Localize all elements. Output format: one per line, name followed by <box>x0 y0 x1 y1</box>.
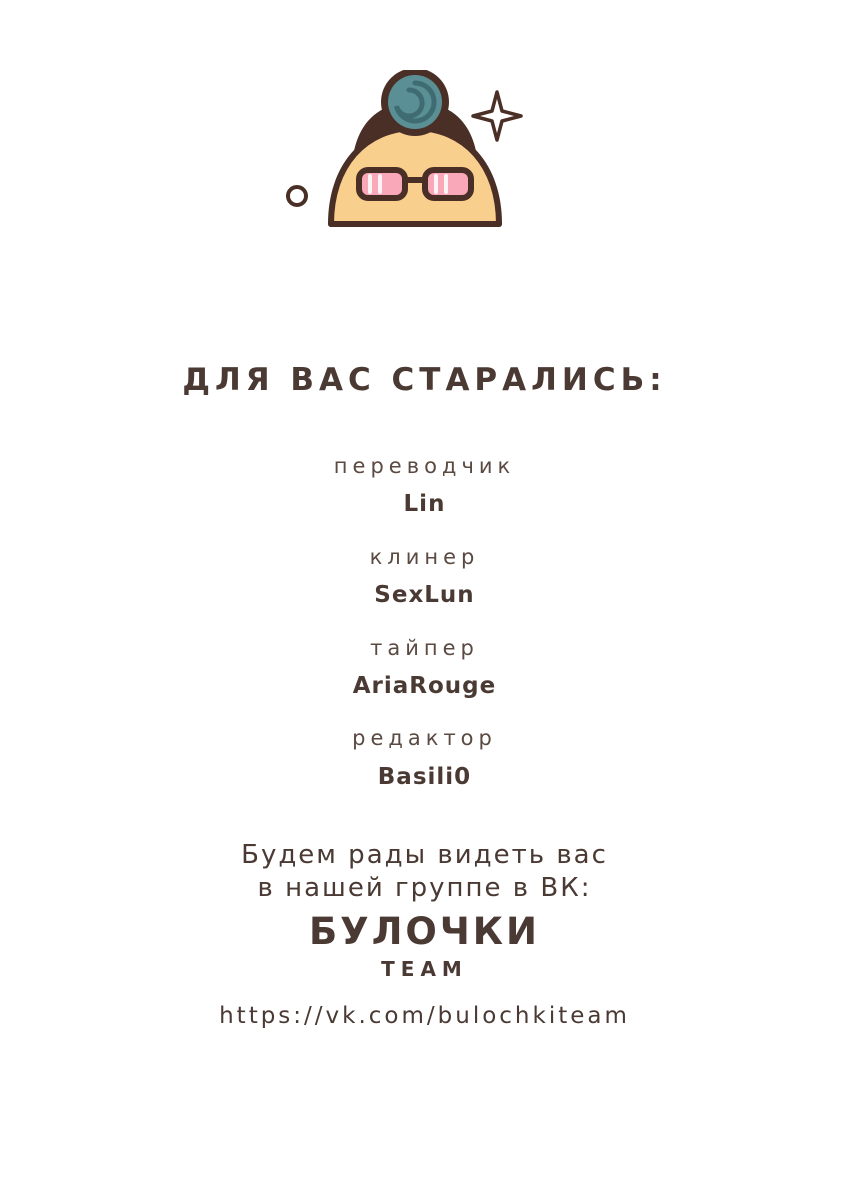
credit-role: переводчик <box>333 454 516 478</box>
sparkle-icon <box>473 92 521 140</box>
footer-line-1: Будем рады видеть вас <box>241 840 608 871</box>
footer <box>219 839 630 1029</box>
credit-item <box>352 726 497 791</box>
bun-mascot-logo <box>275 70 575 250</box>
credit-role: тайпер <box>370 635 479 660</box>
bun-body <box>331 128 499 224</box>
credit-item <box>353 636 497 701</box>
credit-role: редактор <box>352 726 497 751</box>
credit-name: Lin <box>403 491 446 518</box>
team-name-sub: TEAM <box>381 956 468 981</box>
credits-list <box>0 454 849 817</box>
page-title: ДЛЯ ВАС СТАРАЛИСЬ: <box>182 362 667 398</box>
credit-role: клинер <box>369 544 480 569</box>
dot-circle-icon <box>288 187 306 205</box>
vk-group-link[interactable]: https://vk.com/bulochkiteam <box>219 1002 630 1029</box>
footer-line-2: в нашей группе в ВК: <box>257 872 592 903</box>
credit-name: AriaRouge <box>352 672 497 699</box>
credit-name: Basili0 <box>377 763 472 790</box>
team-name: БУЛОЧКИ <box>308 910 540 954</box>
credit-item <box>334 454 515 519</box>
credit-name: SexLun <box>374 581 475 608</box>
credit-item <box>370 545 480 610</box>
